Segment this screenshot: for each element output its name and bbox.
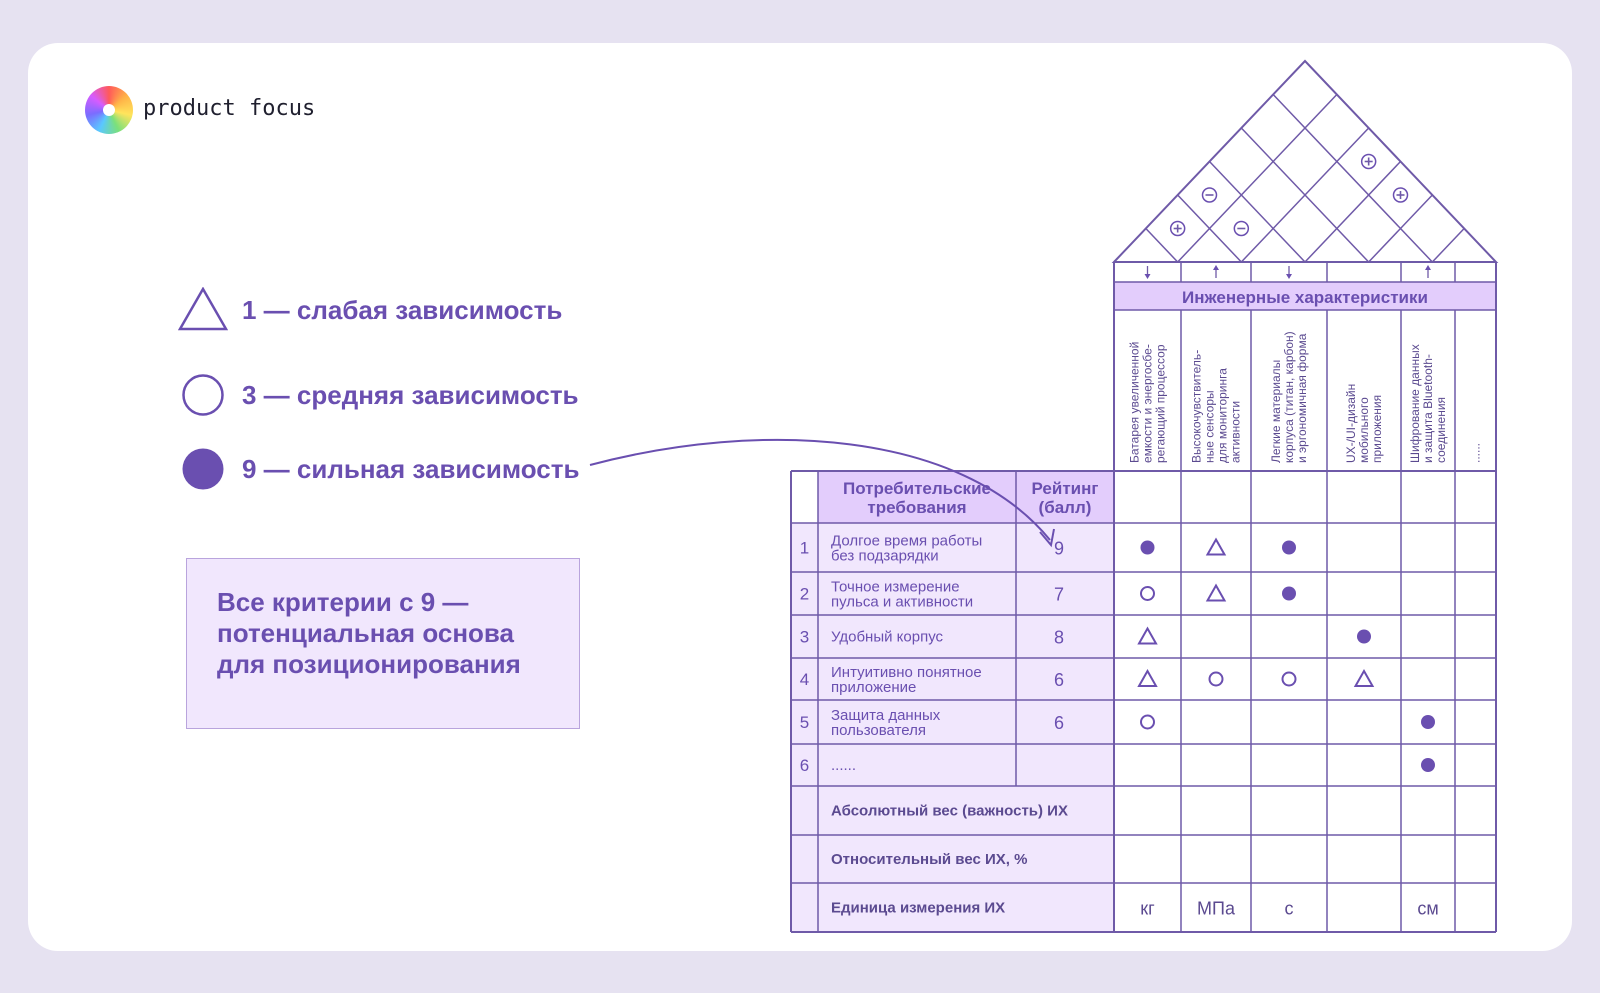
strong-relation-icon (1141, 541, 1155, 555)
characteristic-label-line: ные сенсоры (1202, 390, 1217, 463)
arrow-up-icon (1425, 265, 1431, 270)
rating-value: 6 (1053, 670, 1065, 690)
characteristic-label-line: и эргономичная форма (1295, 333, 1309, 463)
unit-value: МПа (1197, 898, 1235, 919)
characteristic-label-line: ...... (1468, 442, 1483, 463)
rating-value: 9 (1053, 538, 1065, 559)
characteristic-label (1408, 344, 1448, 463)
medium-relation-icon (1141, 587, 1154, 600)
characteristic-label-line: регающий процессор (1153, 344, 1168, 463)
characteristic-label-line: UX-/UI-дизайн (1344, 383, 1358, 463)
characteristic-label-line: мобильного (1357, 397, 1371, 463)
requirement-label: пользователя (831, 722, 926, 739)
arrow-down-icon (1286, 274, 1292, 279)
requirement-label: Точное измерение (831, 578, 960, 596)
footer-row-label: Абсолютный вес (важность) ИХ (831, 802, 1068, 820)
unit-value: см (1417, 898, 1439, 919)
characteristic-label (1469, 443, 1483, 463)
legend-label: 1 — слабая зависимость (242, 294, 563, 325)
characteristic-label-line: активности (1228, 400, 1243, 463)
weak-relation-icon (1208, 586, 1225, 601)
weak-relation-icon (1139, 671, 1156, 686)
rating-header: (балл) (1038, 498, 1092, 517)
medium-relation-icon (1210, 673, 1223, 686)
weak-relation-icon (1356, 671, 1373, 686)
weak-relation-icon (1139, 629, 1156, 644)
strong-relation-icon (1282, 541, 1296, 555)
legend-label: 3 — средняя зависимость (242, 379, 579, 410)
footer-row-label: Единица измерения ИХ (831, 899, 1006, 917)
characteristic-label-line: Шифрование данных (1408, 344, 1422, 463)
note-line: Все критерии с 9 — (217, 587, 469, 617)
characteristic-label-line: Батарея увеличенной (1127, 341, 1142, 463)
characteristic-label-line: для мониторинга (1215, 368, 1230, 463)
characteristic-label-line: Высокочувствитель- (1189, 349, 1204, 463)
row-number: 6 (799, 756, 810, 775)
engineering-characteristics-title: Инженерные характеристики (1182, 288, 1428, 307)
legend-label: 9 — сильная зависимость (242, 453, 580, 484)
row-number: 3 (799, 627, 810, 647)
strong-relation-icon (1282, 587, 1296, 601)
note-line: для позиционирования (217, 649, 521, 679)
medium-relation-icon (1283, 673, 1296, 686)
characteristic-label (1190, 350, 1243, 463)
brand-name: product focus (143, 96, 316, 121)
note-line: потенциальная основа (217, 618, 515, 648)
row-number: 4 (799, 670, 810, 689)
requirement-label: приложение (831, 679, 917, 696)
characteristic-label-line: приложения (1370, 394, 1384, 463)
rating-value: 8 (1053, 627, 1065, 648)
arrow-up-icon (1213, 265, 1219, 270)
medium-relation-icon (1141, 716, 1154, 729)
strong-relation-icon (1421, 715, 1435, 729)
characteristic-label-line: Легкие материалы (1269, 359, 1283, 463)
characteristic-label (1269, 331, 1309, 463)
row-number: 1 (799, 538, 810, 558)
rating-value: 6 (1053, 713, 1065, 733)
requirements-header: Потребительские (843, 479, 991, 498)
weak-relation-icon (1208, 540, 1225, 555)
footer-row-label: Относительный вес ИХ, % (831, 851, 1028, 868)
rating-value: 7 (1053, 584, 1065, 605)
requirement-label: Долгое время работы (831, 532, 983, 550)
characteristic-label (1344, 384, 1384, 463)
characteristic-label (1128, 342, 1168, 463)
characteristic-label-line: соединения (1434, 396, 1448, 463)
requirement-label: без подзарядки (831, 547, 939, 565)
requirement-label: пульса и активности (831, 593, 974, 611)
unit-value: кг (1140, 898, 1155, 919)
strong-relation-icon (1357, 630, 1371, 644)
requirement-label: ...... (831, 757, 857, 774)
arrow-down-icon (1145, 274, 1151, 279)
row-number: 5 (799, 713, 810, 732)
characteristic-label-line: корпуса (титан, карбон) (1282, 331, 1296, 463)
requirements-header: требования (867, 498, 967, 517)
strong-relation-icon (1421, 758, 1435, 772)
unit-value: с (1284, 898, 1294, 919)
row-number: 2 (799, 584, 810, 604)
rating-header: Рейтинг (1031, 479, 1099, 498)
characteristic-label-line: емкости и энергосбе- (1140, 344, 1155, 463)
characteristic-label-line: и защита Bluetooth- (1421, 354, 1435, 463)
requirement-label: Интуитивно понятное (831, 664, 982, 681)
requirement-label: Удобный корпус (831, 628, 944, 646)
requirement-label: Защита данных (831, 707, 941, 724)
